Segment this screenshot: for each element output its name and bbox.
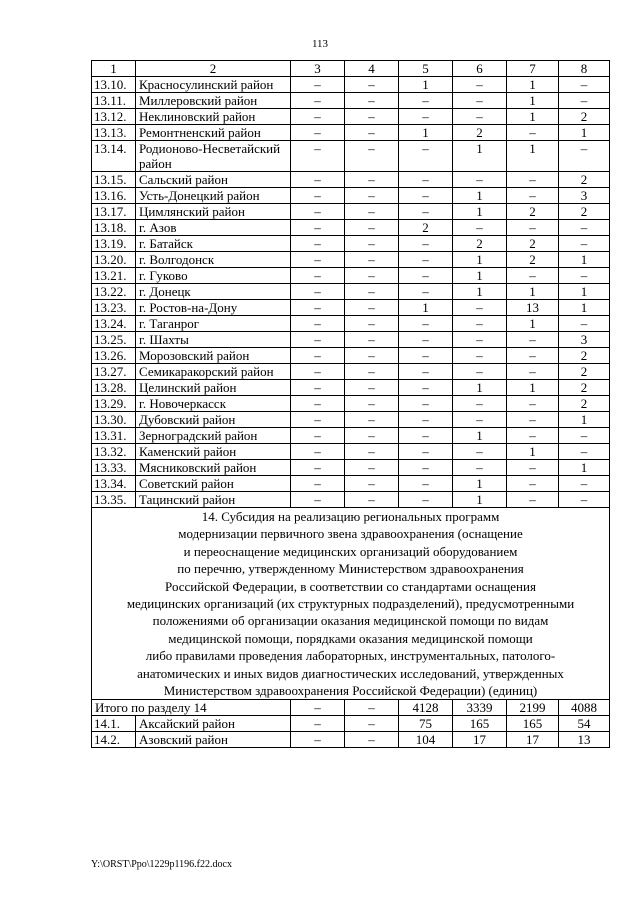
table-row <box>92 172 610 188</box>
row-value: 1 <box>507 77 559 93</box>
total-value: 3339 <box>453 700 507 716</box>
row-value: – <box>291 93 345 109</box>
row-name: Цимлянский район <box>136 204 291 220</box>
row-value: – <box>345 332 399 348</box>
column-number-header: 6 <box>453 61 507 77</box>
row-value: – <box>453 348 507 364</box>
row-name: Усть-Донецкий район <box>136 188 291 204</box>
section-title <box>92 508 610 700</box>
table-row <box>92 284 610 300</box>
row-value: – <box>345 444 399 460</box>
row-value: – <box>291 716 345 732</box>
row-number: 13.21. <box>92 268 136 284</box>
section-title-line: медицинских организаций (их структурных подразделений), предусмотренными <box>126 596 575 612</box>
row-value: 1 <box>453 188 507 204</box>
row-number: 13.27. <box>92 364 136 380</box>
table-row <box>92 220 610 236</box>
table-row <box>92 316 610 332</box>
footer-file-path: Y:\ORST\Ppo\1229p1196.f22.docx <box>91 859 232 870</box>
table-row <box>92 492 610 508</box>
section-title-line: модернизации первичного звена здравоохранения (оснащение <box>178 526 523 542</box>
row-value: 1 <box>453 284 507 300</box>
total-row <box>92 700 610 716</box>
row-value: – <box>291 332 345 348</box>
row-value: – <box>291 204 345 220</box>
row-value: – <box>291 364 345 380</box>
row-value: – <box>291 109 345 125</box>
section-title-line: либо правилами проведения лабораторных, инструментальных, патолого- <box>145 648 556 664</box>
table-row <box>92 460 610 476</box>
row-value: – <box>453 364 507 380</box>
row-name: Неклиновский район <box>136 109 291 125</box>
row-value: – <box>559 492 610 508</box>
row-value: – <box>453 172 507 188</box>
column-number-header: 2 <box>136 61 291 77</box>
row-value: – <box>559 316 610 332</box>
row-value: – <box>345 109 399 125</box>
row-value: – <box>345 364 399 380</box>
row-value: 2 <box>507 252 559 268</box>
table-row <box>92 93 610 109</box>
row-value: 2 <box>559 364 610 380</box>
row-value: – <box>291 396 345 412</box>
table-row <box>92 204 610 220</box>
row-number: 13.18. <box>92 220 136 236</box>
data-table <box>91 60 610 748</box>
row-name: Красносулинский район <box>136 77 291 93</box>
row-value: 1 <box>399 300 453 316</box>
row-number: 13.23. <box>92 300 136 316</box>
row-value: 1 <box>507 109 559 125</box>
row-value: 1 <box>399 125 453 141</box>
row-value: 1 <box>507 444 559 460</box>
table-row <box>92 252 610 268</box>
table-row <box>92 125 610 141</box>
row-value: 2 <box>507 236 559 252</box>
row-value: – <box>559 268 610 284</box>
row-value: – <box>507 364 559 380</box>
row-value: – <box>507 125 559 141</box>
row-value: 2 <box>559 204 610 220</box>
column-number-header: 4 <box>345 61 399 77</box>
row-value: 1 <box>453 492 507 508</box>
row-number: 13.17. <box>92 204 136 220</box>
row-name: Дубовский район <box>136 412 291 428</box>
row-value: – <box>559 428 610 444</box>
row-value: 17 <box>453 732 507 748</box>
row-value: – <box>399 492 453 508</box>
row-value: 1 <box>559 412 610 428</box>
row-value: – <box>507 492 559 508</box>
table-row <box>92 77 610 93</box>
row-value: – <box>507 428 559 444</box>
row-number: 13.20. <box>92 252 136 268</box>
row-name: Советский район <box>136 476 291 492</box>
row-value: – <box>345 316 399 332</box>
row-number: 13.32. <box>92 444 136 460</box>
table-row <box>92 412 610 428</box>
row-value: – <box>345 141 399 172</box>
row-value: – <box>345 460 399 476</box>
row-value: 2 <box>559 380 610 396</box>
row-value: 104 <box>399 732 453 748</box>
row-value: – <box>345 172 399 188</box>
row-value: 1 <box>507 380 559 396</box>
table-row <box>92 236 610 252</box>
row-value: – <box>399 412 453 428</box>
row-name: г. Волгодонск <box>136 252 291 268</box>
row-value: 2 <box>453 125 507 141</box>
row-value: 3 <box>559 188 610 204</box>
row-value: – <box>453 77 507 93</box>
row-value: – <box>345 268 399 284</box>
row-value: – <box>291 412 345 428</box>
section-title-line: анатомических и иных видов диагностических исследований, утвержденных <box>137 665 564 681</box>
row-value: – <box>559 236 610 252</box>
row-value: – <box>291 172 345 188</box>
row-value: 1 <box>453 141 507 172</box>
row-value: – <box>559 220 610 236</box>
section-title-line: Министерством здравоохранения Российской Федерации) (единиц) <box>163 683 538 699</box>
row-value: – <box>399 236 453 252</box>
row-value: 2 <box>559 109 610 125</box>
row-value: 1 <box>559 125 610 141</box>
row-value: – <box>507 412 559 428</box>
row-value: – <box>345 732 399 748</box>
row-name: Азовский район <box>136 732 291 748</box>
row-value: – <box>291 476 345 492</box>
row-value: 165 <box>453 716 507 732</box>
row-value: 2 <box>399 220 453 236</box>
table-row <box>92 428 610 444</box>
row-number: 13.33. <box>92 460 136 476</box>
row-number: 13.28. <box>92 380 136 396</box>
row-number: 13.16. <box>92 188 136 204</box>
row-value: – <box>507 476 559 492</box>
row-value: 1 <box>559 300 610 316</box>
row-number: 13.15. <box>92 172 136 188</box>
row-value: 13 <box>507 300 559 316</box>
row-value: – <box>399 252 453 268</box>
row-number: 13.11. <box>92 93 136 109</box>
row-value: 2 <box>559 348 610 364</box>
row-name: Миллеровский район <box>136 93 291 109</box>
row-value: – <box>507 332 559 348</box>
row-number: 13.25. <box>92 332 136 348</box>
row-value: – <box>291 444 345 460</box>
row-value: – <box>559 444 610 460</box>
row-value: – <box>399 188 453 204</box>
row-value: – <box>399 109 453 125</box>
row-value: – <box>345 380 399 396</box>
total-value: – <box>291 700 345 716</box>
row-value: – <box>453 300 507 316</box>
table-row <box>92 332 610 348</box>
table-row <box>92 364 610 380</box>
row-value: – <box>345 348 399 364</box>
table-row <box>92 716 610 732</box>
row-value: – <box>291 125 345 141</box>
row-name: Мясниковский район <box>136 460 291 476</box>
row-value: 1 <box>507 93 559 109</box>
row-number: 13.22. <box>92 284 136 300</box>
row-value: – <box>291 316 345 332</box>
row-value: – <box>453 220 507 236</box>
section-title-row <box>92 508 610 700</box>
row-name: г. Таганрог <box>136 316 291 332</box>
row-value: – <box>291 380 345 396</box>
row-number: 13.13. <box>92 125 136 141</box>
row-value: – <box>399 348 453 364</box>
row-value: – <box>399 268 453 284</box>
column-number-header: 3 <box>291 61 345 77</box>
row-value: 1 <box>453 428 507 444</box>
row-value: – <box>507 268 559 284</box>
row-value: 1 <box>453 476 507 492</box>
total-value: – <box>345 700 399 716</box>
row-value: – <box>345 716 399 732</box>
row-value: – <box>453 332 507 348</box>
row-number: 13.12. <box>92 109 136 125</box>
row-value: – <box>399 364 453 380</box>
row-value: – <box>345 476 399 492</box>
row-value: – <box>345 492 399 508</box>
row-value: – <box>507 348 559 364</box>
row-name: Целинский район <box>136 380 291 396</box>
row-name: г. Батайск <box>136 236 291 252</box>
row-value: – <box>399 380 453 396</box>
row-value: 17 <box>507 732 559 748</box>
row-value: – <box>345 188 399 204</box>
section-title-line: по перечню, утвержденному Министерством здравоохранения <box>177 561 524 577</box>
row-number: 13.14. <box>92 141 136 172</box>
row-value: – <box>345 125 399 141</box>
row-value: – <box>507 396 559 412</box>
row-value: – <box>345 396 399 412</box>
row-value: – <box>345 236 399 252</box>
table-row <box>92 268 610 284</box>
row-value: – <box>399 444 453 460</box>
row-name: г. Азов <box>136 220 291 236</box>
row-value: – <box>399 476 453 492</box>
row-value: – <box>453 109 507 125</box>
row-value: 3 <box>559 332 610 348</box>
row-name: Родионово-Несветайский район <box>136 141 291 172</box>
page-number: 113 <box>311 38 329 50</box>
row-value: – <box>507 460 559 476</box>
row-value: – <box>399 172 453 188</box>
row-value: – <box>559 77 610 93</box>
row-value: – <box>559 93 610 109</box>
row-value: – <box>291 300 345 316</box>
row-number: 13.31. <box>92 428 136 444</box>
row-name: Аксайский район <box>136 716 291 732</box>
row-value: – <box>345 93 399 109</box>
row-number: 13.19. <box>92 236 136 252</box>
total-value: 4128 <box>399 700 453 716</box>
row-value: – <box>345 77 399 93</box>
section-title-line: Российской Федерации, в соответствии со стандартами оснащения <box>165 578 536 594</box>
row-value: 54 <box>559 716 610 732</box>
row-value: 2 <box>559 172 610 188</box>
row-number: 13.35. <box>92 492 136 508</box>
row-value: – <box>507 172 559 188</box>
row-value: – <box>399 93 453 109</box>
row-name: г. Ростов-на-Дону <box>136 300 291 316</box>
row-value: – <box>399 332 453 348</box>
row-value: – <box>291 268 345 284</box>
row-value: – <box>291 188 345 204</box>
row-value: – <box>291 348 345 364</box>
row-value: 1 <box>453 380 507 396</box>
row-name: г. Новочеркасск <box>136 396 291 412</box>
row-name: г. Шахты <box>136 332 291 348</box>
row-value: 1 <box>507 141 559 172</box>
row-value: 1 <box>453 252 507 268</box>
row-value: 2 <box>507 204 559 220</box>
row-value: – <box>453 460 507 476</box>
table-row <box>92 476 610 492</box>
row-value: – <box>399 396 453 412</box>
total-value: 2199 <box>507 700 559 716</box>
row-value: – <box>399 316 453 332</box>
section-title-line: 14. Субсидия на реализацию региональных программ <box>201 509 500 524</box>
row-value: 165 <box>507 716 559 732</box>
section-title-line: медицинской помощи, порядками оказания медицинской помощи <box>168 630 533 646</box>
table-row <box>92 444 610 460</box>
row-value: – <box>399 284 453 300</box>
row-value: – <box>399 204 453 220</box>
row-number: 13.26. <box>92 348 136 364</box>
row-name: Тацинский район <box>136 492 291 508</box>
table-row <box>92 732 610 748</box>
row-name: Зерноградский район <box>136 428 291 444</box>
row-name: г. Гуково <box>136 268 291 284</box>
column-number-header-row <box>92 61 610 77</box>
row-value: – <box>507 220 559 236</box>
column-number-header: 5 <box>399 61 453 77</box>
row-value: 2 <box>559 396 610 412</box>
row-number: 13.34. <box>92 476 136 492</box>
row-value: – <box>453 93 507 109</box>
table-row <box>92 300 610 316</box>
row-number: 14.2. <box>92 732 136 748</box>
row-value: – <box>399 428 453 444</box>
row-value: 75 <box>399 716 453 732</box>
row-name: Семикаракорский район <box>136 364 291 380</box>
row-value: – <box>453 412 507 428</box>
row-value: – <box>291 492 345 508</box>
row-value: – <box>291 428 345 444</box>
table-row <box>92 396 610 412</box>
row-value: – <box>453 316 507 332</box>
row-value: 1 <box>559 284 610 300</box>
row-value: – <box>345 220 399 236</box>
row-value: 1 <box>559 252 610 268</box>
total-label: Итого по разделу 14 <box>92 700 291 716</box>
row-value: – <box>291 236 345 252</box>
row-name: Ремонтненский район <box>136 125 291 141</box>
row-value: 1 <box>507 284 559 300</box>
row-value: – <box>559 141 610 172</box>
row-number: 13.10. <box>92 77 136 93</box>
row-value: – <box>453 444 507 460</box>
table-row <box>92 109 610 125</box>
row-name: г. Донецк <box>136 284 291 300</box>
column-number-header: 7 <box>507 61 559 77</box>
row-value: 1 <box>453 204 507 220</box>
row-value: – <box>291 220 345 236</box>
row-value: – <box>559 476 610 492</box>
row-name: Сальский район <box>136 172 291 188</box>
row-name: Каменский район <box>136 444 291 460</box>
table-row <box>92 141 610 172</box>
row-value: – <box>291 252 345 268</box>
table-row <box>92 380 610 396</box>
section-title-line: положениями об организации оказания медицинской помощи по видам <box>152 613 549 629</box>
column-number-header: 1 <box>92 61 136 77</box>
row-value: – <box>399 460 453 476</box>
row-value: – <box>345 204 399 220</box>
row-value: – <box>345 252 399 268</box>
row-number: 13.24. <box>92 316 136 332</box>
row-value: – <box>291 732 345 748</box>
row-value: 13 <box>559 732 610 748</box>
row-value: – <box>399 141 453 172</box>
row-value: 1 <box>399 77 453 93</box>
row-value: – <box>453 396 507 412</box>
row-value: – <box>291 141 345 172</box>
row-value: 1 <box>559 460 610 476</box>
row-value: – <box>291 77 345 93</box>
row-value: – <box>345 428 399 444</box>
total-value: 4088 <box>559 700 610 716</box>
row-value: – <box>507 188 559 204</box>
row-value: – <box>345 300 399 316</box>
row-value: – <box>291 284 345 300</box>
row-number: 13.29. <box>92 396 136 412</box>
table-row <box>92 348 610 364</box>
section-title-line: и переоснащение медицинских организаций оборудованием <box>183 543 518 559</box>
row-value: 1 <box>453 268 507 284</box>
row-value: – <box>345 284 399 300</box>
row-value: – <box>345 412 399 428</box>
row-name: Морозовский район <box>136 348 291 364</box>
row-value: 2 <box>453 236 507 252</box>
row-value: 1 <box>507 316 559 332</box>
table-row <box>92 188 610 204</box>
row-number: 14.1. <box>92 716 136 732</box>
row-value: – <box>291 460 345 476</box>
column-number-header: 8 <box>559 61 610 77</box>
row-number: 13.30. <box>92 412 136 428</box>
